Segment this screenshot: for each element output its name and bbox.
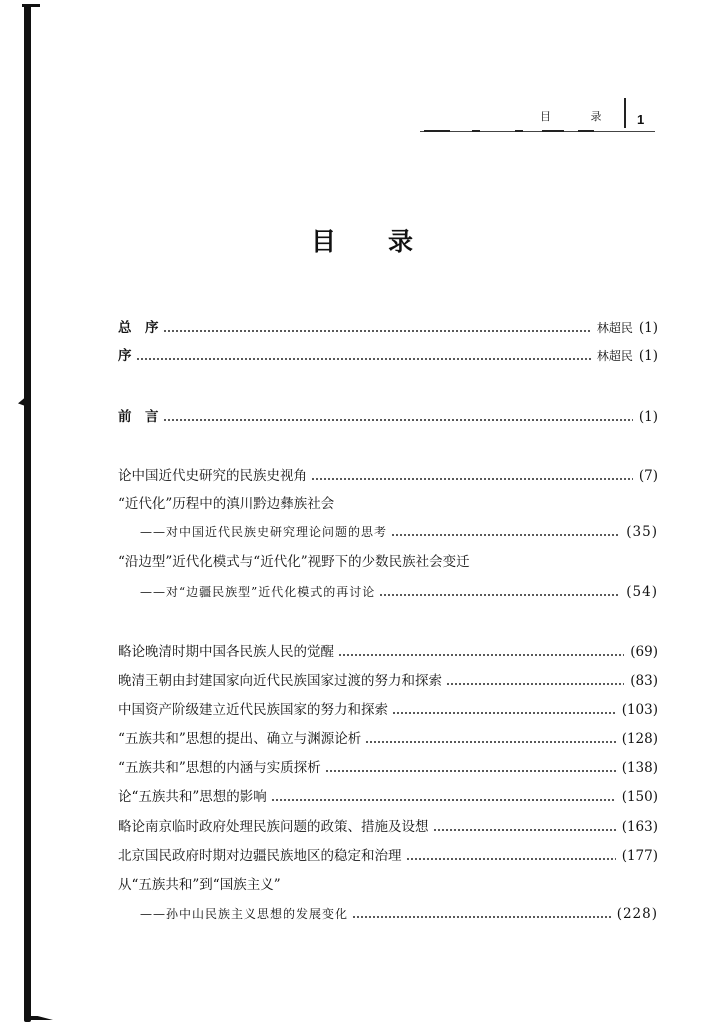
toc-entry-page: (177) (621, 848, 658, 864)
toc-entry-page: (83) (630, 673, 658, 689)
toc-entry-page: (163) (621, 819, 658, 835)
dot-leader (325, 770, 616, 772)
toc-entry[interactable] (118, 844, 658, 866)
toc-entry-page: (1) (638, 409, 658, 425)
toc-entry-page: (1) (638, 320, 658, 336)
toc-entry[interactable] (118, 550, 658, 572)
dot-leader (271, 799, 616, 801)
toc-entry-title: 总 序 (118, 320, 159, 336)
toc-entry[interactable] (118, 727, 658, 749)
dot-leader (446, 683, 624, 685)
dot-leader (391, 534, 620, 536)
dot-leader (406, 858, 616, 860)
running-header-rule-dash (424, 130, 450, 132)
dot-leader (163, 330, 591, 332)
running-header-rule (420, 131, 655, 132)
toc-entry[interactable] (118, 344, 658, 366)
toc-entry-title: 晚清王朝由封建国家向近代民族国家过渡的努力和探索 (118, 673, 442, 689)
toc-entry[interactable] (118, 316, 658, 338)
toc-entry-author: 林超民 (596, 349, 633, 363)
toc-entry[interactable] (118, 756, 658, 778)
toc-entry-title: 论中国近代史研究的民族史视角 (118, 468, 307, 484)
book-binding-edge-bottom (31, 1016, 53, 1020)
dot-leader (392, 712, 616, 714)
toc-entry-page: (1) (638, 348, 658, 364)
dot-leader (338, 654, 624, 656)
dot-leader (433, 829, 616, 831)
dot-leader (136, 358, 591, 360)
dot-leader (379, 594, 620, 596)
toc-entry[interactable] (118, 815, 658, 837)
toc-entry-page: (103) (621, 702, 658, 718)
toc-entry-page: (35) (626, 524, 658, 540)
book-binding-edge (24, 4, 31, 1022)
toc-entry-title: ——对“边疆民族型”近代化模式的再讨论 (140, 585, 376, 599)
dot-leader (311, 478, 633, 480)
toc-entry-author: 林超民 (596, 321, 633, 335)
running-header-rule-dash (542, 130, 564, 132)
toc-entry-subtitle[interactable] (140, 580, 658, 602)
toc-entry-title: 北京国民政府时期对边疆民族地区的稳定和治理 (118, 848, 402, 864)
toc-entry-page: (69) (630, 644, 658, 660)
running-header-separator (624, 98, 626, 128)
running-header-rule-dash (515, 130, 523, 132)
toc-entry-title: 略论南京临时政府处理民族问题的政策、措施及设想 (118, 819, 429, 835)
dot-leader (352, 916, 611, 918)
toc-entry-page: (54) (626, 584, 658, 600)
toc-entry[interactable] (118, 640, 658, 662)
toc-entry-page: (138) (621, 760, 658, 776)
toc-entry-title: “近代化”历程中的滇川黔边彝族社会 (118, 496, 335, 512)
running-header-rule-dash (472, 130, 480, 132)
toc-entry-title: 从“五族共和”到“国族主义” (118, 877, 281, 893)
page-number: 1 (637, 112, 645, 127)
running-header-rule-dash (578, 130, 594, 132)
toc-entry[interactable] (118, 492, 658, 514)
toc-entry-subtitle[interactable] (140, 902, 658, 924)
toc-entry-title: 中国资产阶级建立近代民族国家的努力和探索 (118, 702, 388, 718)
toc-entry[interactable] (118, 698, 658, 720)
running-header-title: 目 录 (540, 110, 620, 123)
toc-entry-page: (228) (616, 906, 658, 922)
dot-leader (365, 741, 615, 743)
toc-entry-title: “五族共和”思想的提出、确立与渊源论析 (118, 731, 362, 747)
dot-leader (163, 419, 633, 421)
toc-entry[interactable] (118, 405, 658, 427)
toc-entry[interactable] (118, 464, 658, 486)
book-binding-edge-top (22, 4, 40, 7)
toc-entry[interactable] (118, 785, 658, 807)
toc-entry-title: 前 言 (118, 409, 159, 425)
toc-entry-title: ——对中国近代民族史研究理论问题的思考 (140, 525, 388, 539)
toc-entry-page: (128) (621, 731, 658, 747)
toc-entry-title: “五族共和”思想的内涵与实质探析 (118, 760, 321, 776)
toc-entry[interactable] (118, 669, 658, 691)
toc-entry-subtitle[interactable] (140, 520, 658, 542)
toc-entry-title: 论“五族共和”思想的影响 (118, 789, 267, 805)
toc-entry-title: 略论晚清时期中国各民族人民的觉醒 (118, 644, 334, 660)
toc-entry-title: 序 (118, 348, 132, 364)
toc-entry-page: (7) (638, 468, 658, 484)
toc-entry-title: “沿边型”近代化模式与“近代化”视野下的少数民族社会变迁 (118, 554, 470, 570)
toc-entry[interactable] (118, 873, 658, 895)
page-title: 目录 (310, 227, 465, 256)
toc-entry-page: (150) (621, 789, 658, 805)
toc-entry-title: ——孙中山民族主义思想的发展变化 (140, 907, 349, 921)
book-binding-notch (18, 395, 28, 407)
